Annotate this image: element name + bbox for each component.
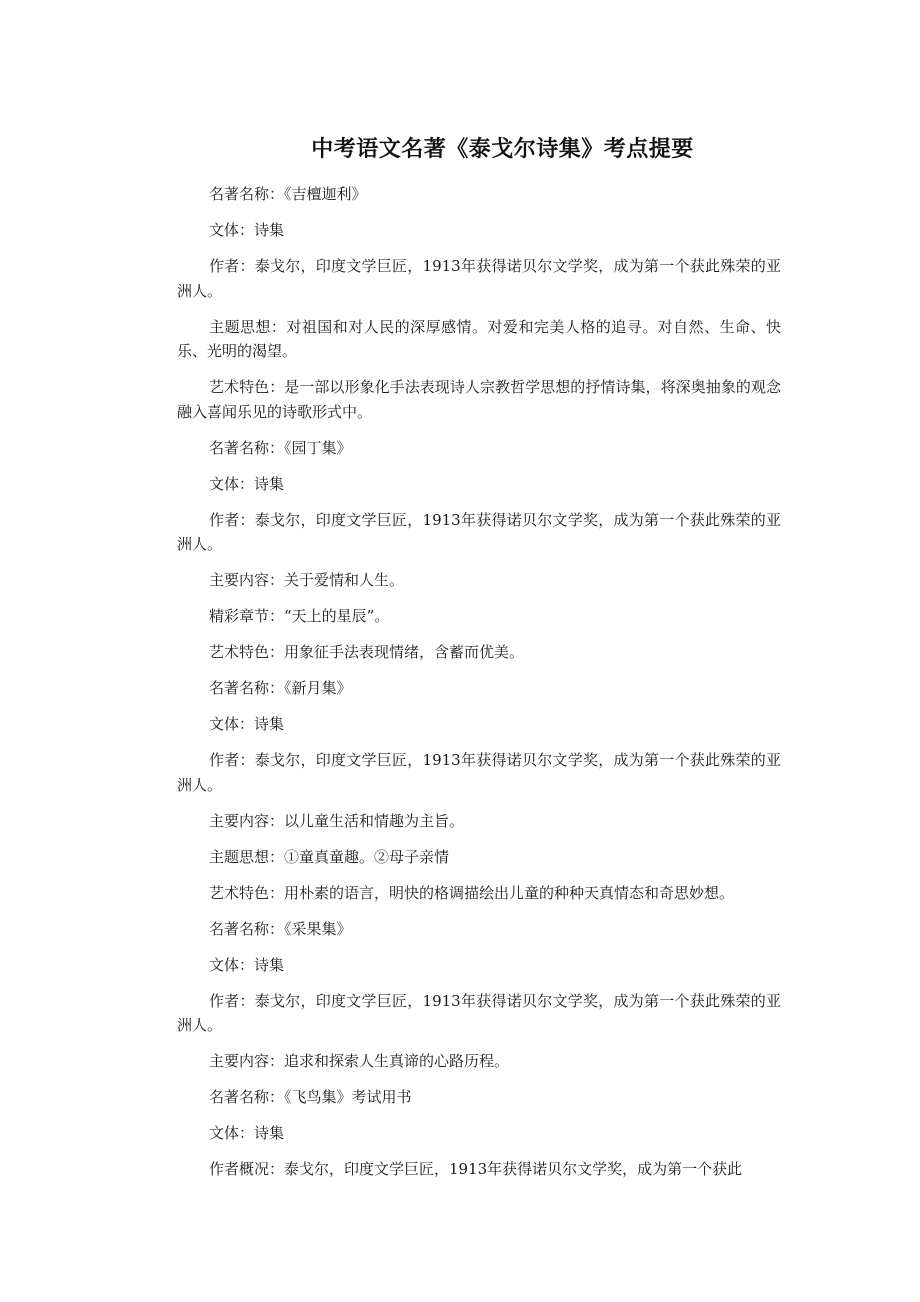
paragraph: 文体：诗集 (209, 955, 285, 974)
paragraph: 精彩章节：“天上的星辰”。 (209, 607, 390, 625)
document-body (177, 182, 781, 1193)
paragraph: 作者：泰戈尔，印度文学巨匠，1913年获得诺贝尔文学奖，成为第一个获此殊荣的亚洲人。 (177, 257, 781, 300)
paragraph: 主题思想：对祖国和对人民的深厚感情。对爱和完美人格的追寻。对自然、生命、快乐、光明的渴望。 (177, 317, 781, 360)
paragraph: 作者：泰戈尔，印度文学巨匠，1913年获得诺贝尔文学奖，成为第一个获此殊荣的亚洲人。 (177, 991, 781, 1034)
paragraph: 作者：泰戈尔，印度文学巨匠，1913年获得诺贝尔文学奖，成为第一个获此殊荣的亚洲人。 (177, 510, 781, 553)
paragraph: 文体：诗集 (209, 1124, 285, 1142)
paragraph: 作者概况：泰戈尔，印度文学巨匠，1913年获得诺贝尔文学奖，成为第一个获此 (209, 1160, 743, 1178)
paragraph: 文体：诗集 (209, 474, 285, 493)
paragraph: 文体：诗集 (209, 221, 285, 239)
paragraph: 艺术特色：用朴素的语言，明快的格调描绘出儿童的种种天真情态和奇思妙想。 (209, 883, 735, 902)
paragraph: 文体：诗集 (209, 715, 285, 733)
paragraph: 名著名称：《吉檀迦利》 (209, 185, 367, 203)
paragraph: 名著名称：《新月集》 (209, 679, 352, 697)
page-title: 中考语文名著《泰戈尔诗集》考点提要 (311, 137, 694, 162)
paragraph: 艺术特色：用象征手法表现情绪，含蓄而优美。 (209, 643, 525, 661)
paragraph: 主要内容：以儿童生活和情趣为主旨。 (209, 811, 465, 830)
paragraph: 主题思想：①童真童趣。②母子亲情 (209, 847, 450, 866)
paragraph: 艺术特色：是一部以形象化手法表现诗人宗教哲学思想的抒情诗集，将深奥抽象的观念融入喜闻乐见的诗歌形式中。 (177, 378, 781, 421)
paragraph: 名著名称：《采果集》 (209, 919, 352, 938)
paragraph: 主要内容：追求和探索人生真谛的心路历程。 (209, 1052, 510, 1070)
paragraph: 主要内容：关于爱情和人生。 (209, 571, 405, 589)
paragraph: 名著名称：《园丁集》 (209, 438, 352, 457)
paragraph: 作者：泰戈尔，印度文学巨匠，1913年获得诺贝尔文学奖，成为第一个获此殊荣的亚洲人。 (177, 751, 781, 794)
paragraph: 名著名称：《飞鸟集》考试用书 (209, 1088, 412, 1106)
